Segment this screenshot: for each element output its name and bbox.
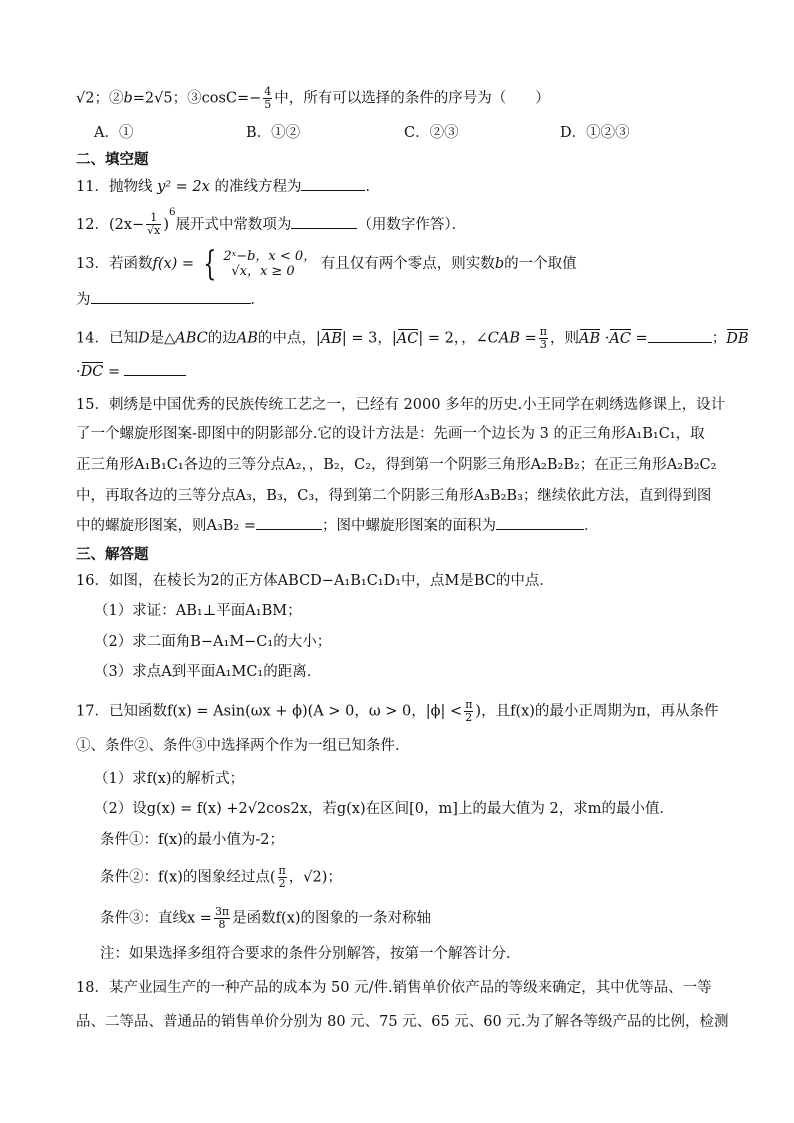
question-15-line2: 了一个螺旋形图案-即图中的阴影部分.它的设计方法是：先画一个边长为 3 的正三角形A₁B₁C₁，取 xyxy=(76,426,705,442)
question-15-line3: 正三角形A₁B₁C₁各边的三等分点A₂，，B₂，C₂，得到第一个阴影三角形A₂B₂B₂；在正三角形A₂B₂C₂ xyxy=(76,457,717,473)
section-title-fill-in: 二、填空题 xyxy=(76,152,149,168)
question-17: 17．已知函数f(x) = Asin(ωx + ϕ)(A > 0，ω > 0，|ϕ| < $\frac{\pi}{2}$ )，且f(x)的最小正周期为π，再从条件 xyxy=(76,698,719,724)
question-18-line1: 18．某产业园生产的一种产品的成本为 50 元/件.销售单价依产品的等级来确定，其中优等品、一等 xyxy=(76,980,712,996)
answer-blank[interactable] xyxy=(256,515,322,530)
section-title-solve: 三、解答题 xyxy=(76,547,149,563)
question-15-line4: 中，再取各边的三等分点A₃，B₃，C₃，得到第二个阴影三角形A₃B₂B₃；继续依此方法，直到得到图 xyxy=(76,488,712,504)
answer-blank[interactable] xyxy=(648,328,712,343)
question-12: 12．(2x− $\frac{1}{√x}$ )$^6$展开式中常数项为 （用数字作答）． xyxy=(76,207,467,238)
option-a[interactable]: A．① xyxy=(94,125,134,141)
question-17-part1: （1）求f(x)的解析式； xyxy=(94,771,245,787)
q10-options xyxy=(76,122,716,144)
q10-fraction: $\frac{4}{5}$ xyxy=(264,85,272,111)
answer-blank[interactable] xyxy=(124,361,186,376)
question-13: 13．若函数f(x) = { 2ˣ−b，x < 0， √x，x ≥ 0 有且仅有两个零点，则实数b的一个取值 xyxy=(76,244,577,284)
question-14-line2: ·DC = xyxy=(76,361,716,383)
q10-condition-line: √2；②b=2√5；③cosC=− $\frac{4}{5}$ 中，所有可以选择的条件的序号为（ ） xyxy=(76,85,550,111)
question-18-line2: 品、二等品、普通品的销售单价分别为 80 元、75 元、65 元、60 元.为了解各等级产品的比例，检测 xyxy=(76,1014,729,1030)
question-11: 11．抛物线 y² = 2x 的准线方程为 ． xyxy=(76,176,716,198)
question-17-condition2: 条件②：f(x)的图象经过点( $\frac{\pi}{2}$ ，√2)； xyxy=(100,864,342,890)
question-17-line2: ①、条件②、条件③中选择两个作为一组已知条件． xyxy=(76,738,410,754)
q12-fraction: $\frac{1}{√x}$ xyxy=(147,211,161,238)
answer-blank[interactable] xyxy=(496,515,584,530)
q17-fraction: $\frac{\pi}{2}$ xyxy=(465,698,473,724)
question-16-part2: （2）求二面角B−A₁M−C₁的大小； xyxy=(94,634,332,650)
question-14: 14．已知D是△ABC的边AB的中点，|AB| = 3，|AC| = 2，，∠CAB = $\frac{\pi}{3}$ ，则AB ·AC = ；DB xyxy=(76,325,749,351)
option-b[interactable]: B．①② xyxy=(246,125,301,141)
question-16-part1: （1）求证：AB₁⊥平面A₁BM； xyxy=(94,603,302,619)
q14-fraction: $\frac{\pi}{3}$ xyxy=(539,325,547,351)
question-17-condition3: 条件③：直线x = $\frac{3\pi}{8}$ 是函数f(x)的图象的一条对称轴 xyxy=(100,905,432,931)
question-13-line2: 为 ． xyxy=(76,289,716,311)
option-c[interactable]: C．②③ xyxy=(404,125,459,141)
question-17-part2: （2）设g(x) = f(x) +2√2cos2x，若g(x)在区间[0，m]上的最大值为 2，求m的最小值． xyxy=(94,801,675,817)
question-16: 16．如图，在棱长为2的正方体ABCD−A₁B₁C₁D₁中，点M是BC的中点． xyxy=(76,573,554,589)
question-17-condition1: 条件①：f(x)的最小值为-2； xyxy=(100,832,284,848)
cond3-fraction: $\frac{3\pi}{8}$ xyxy=(214,905,230,931)
question-15-line1: 15．刺绣是中国优秀的民族传统工艺之一，已经有 2000 多年的历史.小王同学在刺绣选修课上，设计 xyxy=(76,397,726,413)
question-17-note: 注：如果选择多组符合要求的条件分别解答，按第一个解答计分． xyxy=(100,946,521,962)
piecewise-rows: 2ˣ−b，x < 0， √x，x ≥ 0 xyxy=(223,249,317,279)
option-d[interactable]: D．①②③ xyxy=(560,125,630,141)
answer-blank[interactable] xyxy=(291,214,357,229)
question-15-line5: 中的螺旋形图案，则A₃B₂ = ；图中螺旋形图案的面积为 ． xyxy=(76,515,716,537)
cond2-fraction: $\frac{\pi}{2}$ xyxy=(278,864,286,890)
answer-blank[interactable] xyxy=(301,176,365,191)
question-16-part3: （3）求点A到平面A₁MC₁的距离． xyxy=(94,664,322,680)
piecewise-brace: { xyxy=(203,244,216,284)
answer-blank[interactable] xyxy=(91,289,251,304)
